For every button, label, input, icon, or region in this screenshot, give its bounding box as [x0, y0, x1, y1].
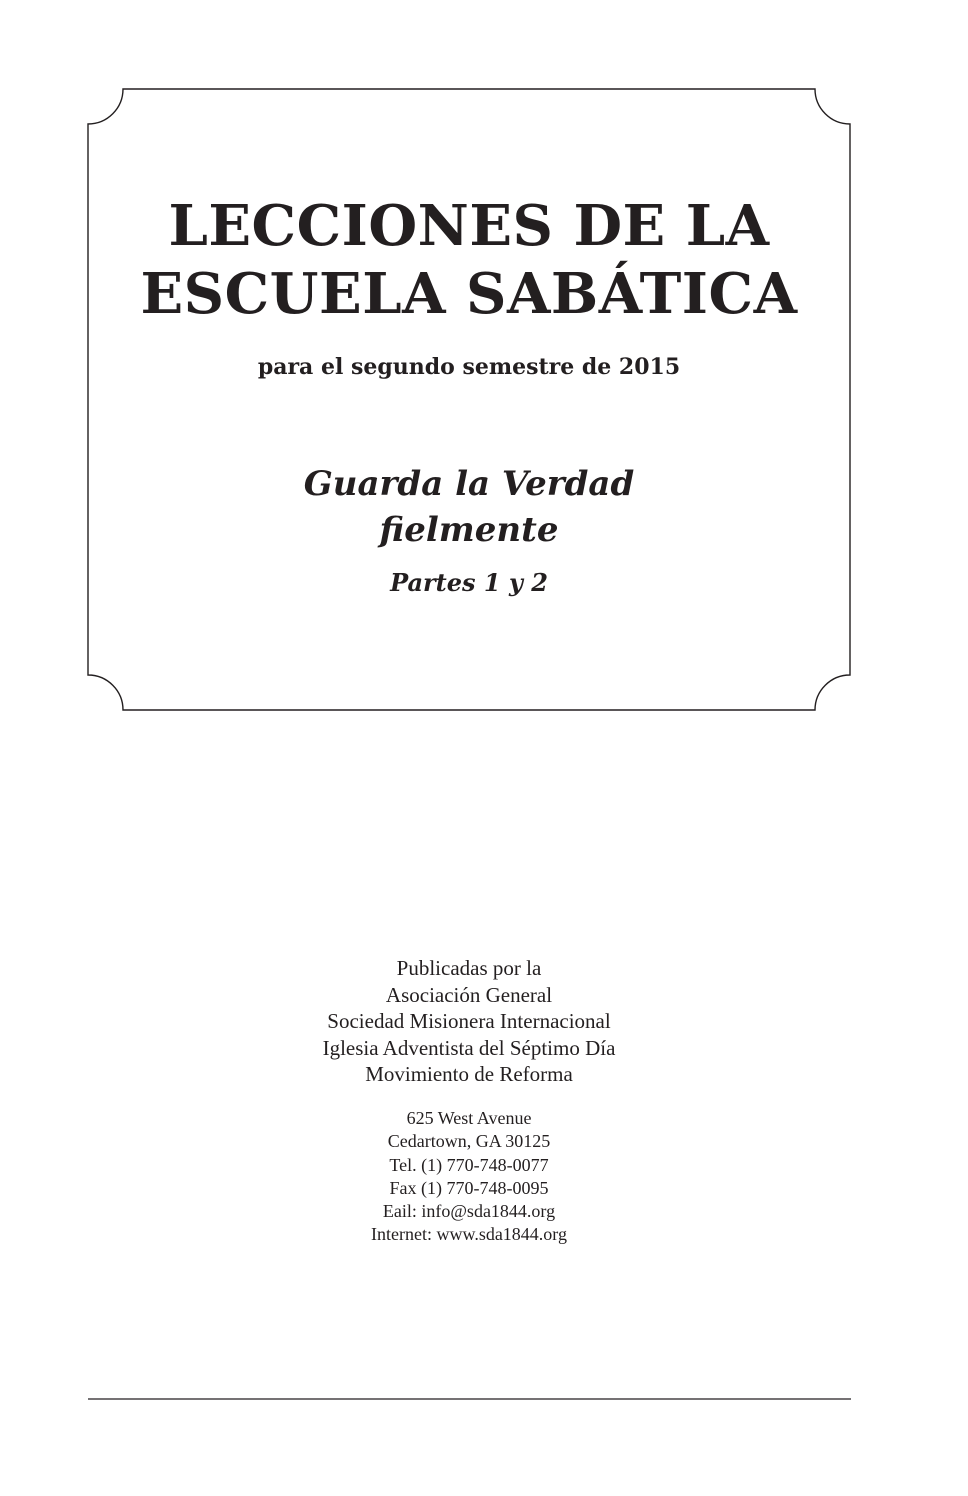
main-title-line-1: LECCIONES DE LA: [168, 193, 770, 259]
street-address: 625 West Avenue: [406, 1108, 532, 1128]
theme-title: [88, 461, 850, 553]
parts-label: Partes 1 y 2: [390, 568, 548, 597]
telephone: Tel. (1) 770-748-0077: [389, 1154, 549, 1175]
website: Internet: www.sda1844.org: [371, 1224, 567, 1245]
email: Eail: info@sda1844.org: [382, 1201, 556, 1222]
main-title: [88, 192, 850, 328]
city-state-zip: Cedartown, GA 30125: [387, 1131, 551, 1152]
publisher-line: Asociación General: [385, 982, 553, 1007]
theme-title-line-2: fielmente: [379, 510, 559, 550]
theme-title-line-1: Guarda la Verdad: [303, 464, 635, 504]
subtitle: para el segundo semestre de 2015: [257, 354, 681, 380]
fax: Fax (1) 770-748-0095: [389, 1177, 549, 1198]
address-block: [88, 1107, 850, 1247]
publisher-line: Sociedad Misionera Internacional: [327, 1009, 611, 1033]
main-title-line-2: ESCUELA SABÁTICA: [140, 261, 798, 327]
publisher-line: Iglesia Adventista del Séptimo Día: [322, 1035, 616, 1060]
publisher-line: Movimiento de Reforma: [365, 1062, 573, 1086]
title-frame-border: [88, 89, 850, 710]
publisher-line: Publicadas por la: [396, 956, 542, 980]
publisher-block: [88, 955, 850, 1088]
